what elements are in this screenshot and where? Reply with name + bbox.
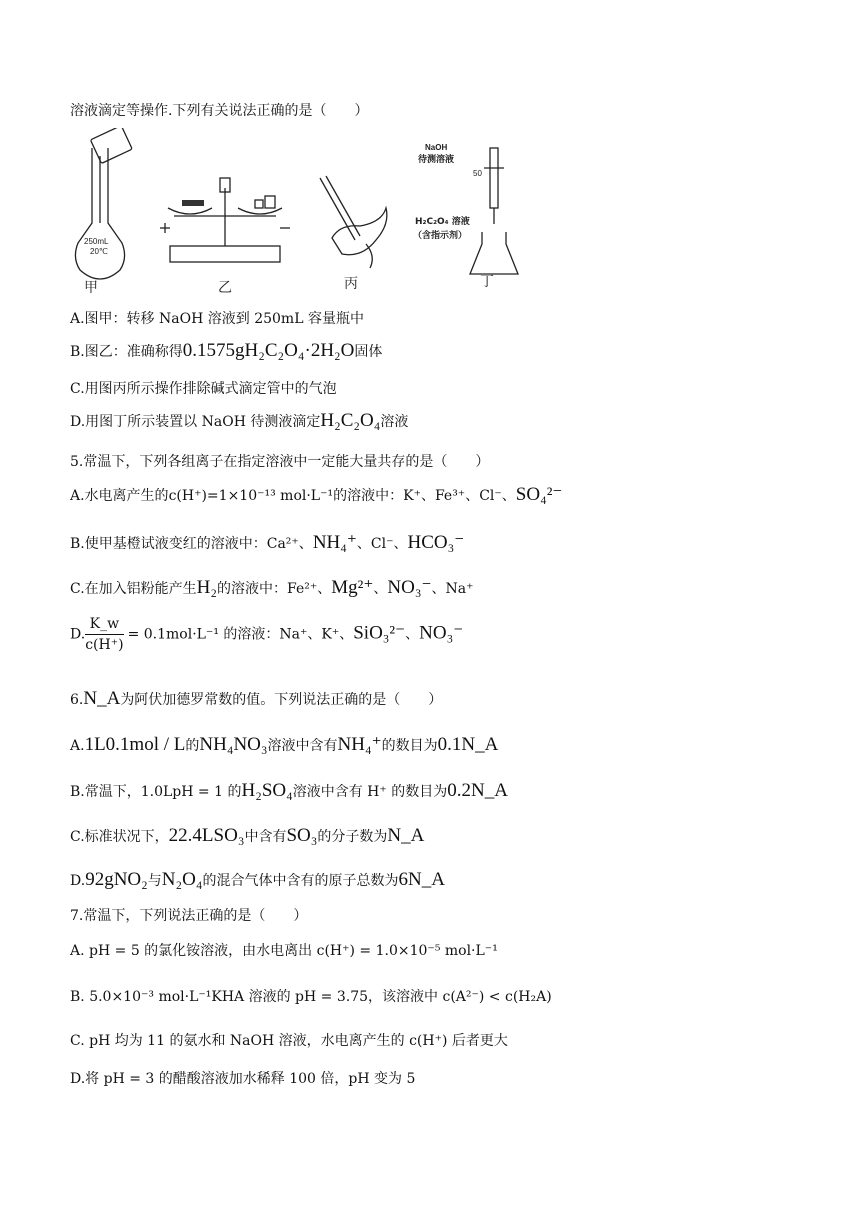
q4-d-prefix: D.用图丁所示装置以 NaOH 待测液滴定 (70, 414, 321, 430)
q6-c-molecule: SO₃ (286, 825, 318, 846)
q6-b-acid: H₂SO₄ (241, 780, 293, 801)
q5-option-d (70, 616, 463, 653)
burette-solution-label: 待测溶液 (418, 155, 455, 165)
figure-label-bing: 丙 (344, 276, 358, 292)
q6-a-count: 0.1N_A (437, 734, 499, 755)
q5-c-mid: 的溶液中：Fe²⁺、 (217, 581, 332, 597)
q7-option-d: D.将 pH = 3 的醋酸溶液加水稀释 100 倍，pH 变为 5 (70, 1071, 416, 1087)
q5-c-magnesium: Mg²⁺ (331, 577, 374, 598)
q6-c-t1: 中含有 (244, 829, 287, 845)
q6-b-count: 0.2N_A (447, 780, 508, 801)
burette-bubble-drawing (320, 176, 387, 268)
q4-b-suffix: 固体 (354, 344, 383, 360)
q6-avogadro-symbol: N_A (83, 688, 121, 709)
q6-option-b (70, 780, 508, 802)
q5-d-nitrate: NO₃⁻ (419, 622, 464, 644)
q4-option-d (70, 410, 408, 432)
q4-option-c: C.用图丙所示操作排除碱式滴定管中的气泡 (70, 381, 337, 397)
q7-option-c: C. pH 均为 11 的氨水和 NaOH 溶液，水电离产生的 c(H⁺) 后者更大 (70, 1033, 508, 1049)
flask-solution-label: H₂C₂O₄ 溶液 (415, 217, 470, 227)
q5-option-a (70, 483, 562, 506)
q6-option-d (70, 869, 445, 891)
q6-stem (70, 688, 442, 710)
q6-option-a (70, 733, 498, 756)
q5-d-denominator: c(H⁺) (85, 637, 124, 653)
q6-c-prefix: C.标准状况下， (70, 829, 169, 845)
q5-b-prefix: B.使甲基橙试液变红的溶液中：Ca²⁺、 (70, 536, 313, 552)
volumetric-flask-drawing (75, 128, 132, 279)
q5-c-sep: 、 (373, 581, 388, 597)
figure-label-ding: 丁 (480, 274, 494, 290)
burette-scale-label: 50 (473, 169, 482, 178)
q4-b-prefix: B.图乙：准确称得 (70, 344, 183, 360)
q5-c-suffix: 、Na⁺ (431, 581, 474, 597)
q6-a-prefix: A. (70, 738, 85, 754)
q6-d-t1: 与 (147, 873, 162, 889)
q7-option-b: B. 5.0×10⁻³ mol·L⁻¹KHA 溶液的 pH = 3.75，该溶液中 c(A²⁻) < c(H₂A) (70, 989, 552, 1005)
q5-a-ions: 的溶液中：K⁺、Fe³⁺、Cl⁻、 (333, 488, 516, 504)
q7-option-a: A. pH = 5 的氯化铵溶液，由水电离出 c(H⁺) = 1.0×10⁻⁵ mol·L⁻¹ (70, 943, 498, 959)
q6-a-conc: 1L0.1mol / L (84, 734, 186, 755)
q6-stem-prefix: 6. (70, 692, 84, 708)
q6-d-t2: 的混合气体中含有的原子总数为 (202, 873, 399, 889)
q4-option-a: A.图甲：转移 NaOH 溶液到 250mL 容量瓶中 (70, 311, 364, 327)
q6-d-prefix: D. (70, 873, 86, 889)
q6-d-count: 6N_A (398, 869, 445, 890)
q6-stem-text: 为阿伏加德罗常数的值。下列说法正确的是（ ） (120, 692, 443, 708)
q5-c-nitrate: NO₃⁻ (387, 577, 432, 598)
q5-c-hydrogen: H₂ (196, 577, 218, 598)
figure-label-yi: 乙 (218, 280, 232, 296)
burette-reagent-label: NaOH (425, 143, 448, 152)
q4-d-formula: H₂C₂O₄ (320, 410, 381, 431)
flask-volume-label: 250mL (84, 237, 109, 246)
q5-a-sulfate: SO₄²⁻ (515, 484, 563, 505)
q7-stem: 7.常温下，下列说法正确的是（ ） (70, 908, 308, 924)
q5-b-ammonium: NH₄⁺ (312, 532, 357, 553)
sample-on-pan (182, 200, 204, 206)
q4-d-suffix: 溶液 (380, 414, 409, 430)
titration-setup-drawing (470, 148, 518, 274)
q6-b-prefix: B.常温下，1.0LpH = 1 的 (70, 784, 242, 800)
q5-a-prefix: A.水电离产生的 (70, 488, 169, 504)
q4-b-formula: 0.1575gH₂C₂O₄·2H₂O (182, 340, 355, 361)
apparatus-figure (70, 128, 530, 298)
q6-a-salt: NH₄NO₃ (199, 734, 268, 755)
q5-d-silicate: SiO₃²⁻ (353, 622, 406, 644)
q6-c-t2: 的分子数为 (317, 829, 388, 845)
q6-d-dimer: N₂O₄ (161, 869, 203, 890)
q5-d-mid: = 0.1mol·L⁻¹ 的溶液：Na⁺、K⁺、 (127, 626, 354, 643)
figure-label-jia: 甲 (84, 280, 98, 296)
q6-a-t1: 的 (185, 738, 200, 754)
balance-drawing (160, 178, 290, 262)
q6-b-t1: 溶液中含有 H⁺ 的数目为 (292, 784, 448, 800)
q6-a-ion: NH₄⁺ (337, 734, 382, 755)
q6-c-volume: 22.4LSO₃ (168, 825, 245, 846)
q4-option-b (70, 340, 382, 362)
q5-option-c (70, 576, 474, 599)
q6-d-mass: 92gNO₂ (85, 869, 148, 890)
q6-a-t2: 溶液中含有 (267, 738, 338, 754)
q5-stem: 5.常温下，下列各组离子在指定溶液中一定能大量共存的是（ ） (70, 454, 490, 470)
q5-b-mid: 、Cl⁻、 (356, 536, 408, 552)
q5-b-bicarbonate: HCO₃⁻ (407, 532, 465, 553)
q5-option-b (70, 531, 464, 554)
question-stem-continuation: 溶液滴定等操作.下列有关说法正确的是（ ） (70, 103, 369, 119)
q6-c-count: N_A (387, 825, 425, 846)
q5-a-condition: c(H⁺)=1×10⁻¹³ mol·L⁻¹ (168, 488, 334, 504)
q5-c-prefix: C.在加入铝粉能产生 (70, 581, 197, 597)
q5-d-numerator: K_w (85, 616, 123, 635)
q5-d-prefix: D. (70, 626, 86, 643)
q5-d-sep: 、 (405, 626, 420, 643)
q6-option-c (70, 825, 424, 847)
flask-indicator-label: （含指示剂） (413, 231, 468, 241)
q6-a-t3: 的数目为 (381, 738, 438, 754)
flask-temp-label: 20℃ (90, 247, 108, 256)
q5-d-fraction (85, 616, 123, 653)
